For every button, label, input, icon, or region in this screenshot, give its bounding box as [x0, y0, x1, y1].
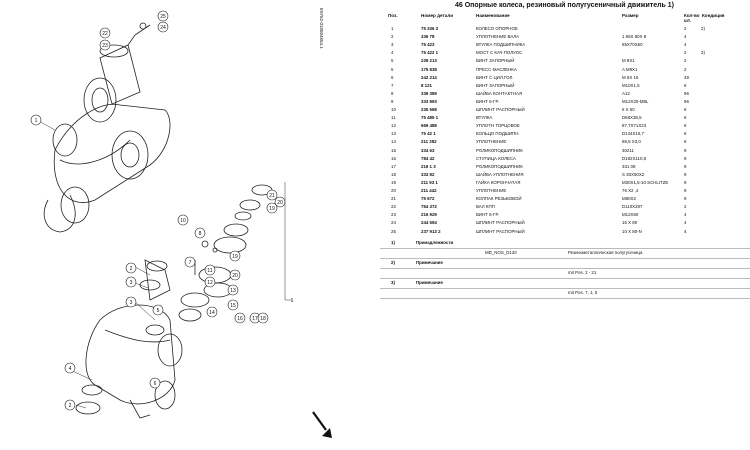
table-row [380, 34, 750, 41]
row-pos: 21 [391, 196, 396, 202]
row-pos: 5 [391, 66, 394, 72]
row-part-number: 333 893 [421, 98, 437, 104]
row-part-number: 8 121 [421, 82, 432, 88]
callout-3b: 3 [129, 300, 133, 306]
note-code: MD_NOS_D120 [485, 250, 517, 255]
row-name: ВИНТ ЗАПОРНЫЙ [476, 82, 515, 88]
row-qty: 8 [684, 163, 687, 169]
callout-6: 6 [153, 381, 157, 387]
row-part-number: 669 488 [421, 123, 437, 129]
row-part-number: 75 422 1 [421, 50, 439, 56]
callout-25: 25 [160, 14, 166, 20]
callout-14: 14 [209, 310, 215, 316]
row-name: ВТУЛКА [476, 115, 493, 121]
row-name: ВИНТ 6-ГР. [476, 212, 499, 218]
row-name: УПЛОТНЕНИЕ ВАЛА [476, 34, 520, 40]
row-name: ШАЙБА КОНТАКТНАЯ [476, 90, 523, 96]
row-part-number: 339 389 [421, 90, 437, 96]
row-name: СТУПИЦА КОЛЕСА [476, 155, 516, 161]
row-pos: 14 [391, 139, 396, 145]
table-row [380, 75, 750, 82]
table-row [380, 196, 750, 203]
row-qty: 2 [684, 66, 687, 72]
row-size: M12X60 [622, 212, 639, 218]
note-title: Примечание [416, 280, 443, 285]
row-name: КОЛЬЦО ПОДШИПН. [476, 131, 520, 137]
row-name: ГАЙКА КОРОНЧАТАЯ [476, 179, 521, 185]
table-row [380, 42, 750, 49]
row-part-number: 333 82 [421, 171, 435, 177]
direction-arrow-icon [313, 412, 332, 438]
table-row [380, 83, 750, 90]
row-pos: 16 [391, 155, 396, 161]
table-row [380, 50, 750, 57]
row-part-number: 75 485 1 [421, 115, 439, 121]
row-name: КОЛЕСО ОПОРНОЕ [476, 26, 518, 31]
note-row [380, 289, 750, 299]
row-pos: 11 [391, 115, 396, 121]
side-drawing-code: E9752-010504654.1 [319, 8, 324, 49]
callout-3: 3 [129, 280, 133, 286]
row-size: 98,5 X3,0 [622, 139, 641, 145]
row-name: РОЛИКОПОДШИПНИК [476, 147, 523, 153]
row-size: D182X110,8 [622, 155, 647, 161]
header-qty: Кол-во шт. [684, 13, 700, 23]
callout-7: 7 [188, 260, 192, 266]
row-size: 16 X 80 [622, 220, 638, 226]
table-row [380, 67, 750, 74]
row-qty: 8 [684, 179, 687, 185]
row-name: УПЛОТНЕНИЕ [476, 139, 507, 145]
row-name: КОЛПАК РЕЗЬБОВОЙ [476, 196, 522, 202]
row-size: M30X1,5-10 SCHLITZE [622, 179, 669, 185]
note-row [380, 239, 750, 249]
row-pos: 25 [391, 228, 396, 234]
row-name: МОСТ С КАЧ ПОЛУОС [476, 50, 523, 56]
row-qty: 8 [684, 107, 687, 112]
callout-24: 24 [160, 25, 166, 31]
row-qty: 8 [684, 188, 687, 193]
row-name: УПЛОТНЕНИЕ [476, 188, 507, 193]
row-size: A M8X1 [622, 66, 638, 72]
row-pos: 6 [391, 74, 394, 80]
callout-13: 13 [230, 288, 236, 294]
row-condition: 2) [701, 26, 705, 31]
callout-22: 22 [102, 31, 108, 37]
row-size: 65X70X60 [622, 42, 643, 48]
table-row [380, 212, 750, 219]
note-row [380, 249, 750, 259]
row-size: 10 X 80-N [622, 228, 642, 234]
row-size: A12 [622, 90, 630, 96]
callout-17: 17 [252, 316, 258, 322]
row-qty: 2 [684, 58, 687, 64]
callout-8: 8 [198, 231, 202, 237]
row-pos: 2 [391, 34, 394, 40]
row-size: M10X1,5 [622, 82, 640, 88]
row-qty: 8 [684, 171, 687, 177]
note-label: 3) [391, 280, 395, 285]
row-qty: 48 [684, 74, 689, 80]
note-label: 2) [391, 260, 395, 265]
row-name: ШПЛИНТ РАСПОРНЫЙ [476, 220, 525, 226]
table-row [380, 180, 750, 187]
row-name: ВТУЛКА ПОДШИПНИКА [476, 42, 526, 48]
row-part-number: 211 93 1 [421, 179, 438, 185]
row-qty: 2 [684, 50, 687, 56]
row-part-number: 75 423 [421, 42, 435, 48]
exploded-drawing [0, 0, 345, 450]
table-row [380, 107, 750, 114]
row-pos: 15 [391, 147, 396, 153]
table-row [380, 115, 750, 122]
row-qty: 4 [684, 34, 687, 40]
row-size: M12X20-M8L [622, 98, 649, 104]
row-qty: 96 [684, 90, 689, 96]
row-pos: 23 [391, 212, 396, 218]
row-pos: 19 [391, 179, 396, 185]
row-part-number: 175 838 [421, 66, 437, 72]
row-part-number: 334 63 [421, 147, 435, 153]
header-name: Наименование [476, 13, 510, 18]
row-qty: 2 [684, 26, 687, 31]
row-name: ВИНТ ЗАПОРНЫЙ [476, 58, 515, 64]
row-size: 1 65X 80X 8 [622, 34, 647, 40]
table-row [380, 220, 750, 227]
row-qty: 8 [684, 82, 687, 88]
callout-21: 21 [269, 193, 275, 199]
row-part-number: 235 568 [421, 107, 437, 112]
note-text: mit Pos. 2 - 21 [568, 270, 597, 275]
callout-15: 15 [230, 303, 236, 309]
note-row [380, 269, 750, 279]
row-pos: 12 [391, 123, 396, 129]
row-pos: 5 [391, 58, 394, 64]
row-part-number: 784 42 [421, 155, 435, 161]
row-qty: 4 [684, 42, 687, 48]
table-row [380, 229, 750, 236]
row-size: 76 X2 ,4 [622, 188, 639, 193]
callout-1: 1 [34, 118, 38, 124]
row-part-number: 216 929 [421, 212, 437, 218]
row-part-number: 211 442 [421, 188, 437, 193]
header-pos: Поз. [388, 13, 398, 18]
parts-list [380, 0, 750, 450]
row-part-number: 75 42 1 [421, 131, 436, 137]
row-pos: 7 [391, 82, 394, 88]
row-part-number: 237 913 2 [421, 228, 441, 234]
callout-4: 4 [68, 366, 72, 372]
row-qty: 96 [684, 98, 689, 104]
row-name: ВИНТ 6-ГР. [476, 98, 499, 104]
row-pos: 3 [391, 42, 394, 48]
row-name: ВИНТ С ЦИЛ.ГОЛ. [476, 74, 514, 80]
table-row [380, 148, 750, 155]
row-pos: 13 [391, 131, 396, 137]
callout-10: 10 [180, 218, 186, 224]
table-row [380, 172, 750, 179]
note-text: mit Pos. 7, 1, 5 [568, 290, 598, 295]
table-row [380, 164, 750, 171]
table-row [380, 139, 750, 146]
row-name: УПЛОТН ТОРЦОВОЕ [476, 123, 520, 129]
table-row [380, 123, 750, 130]
row-pos: 4 [391, 50, 394, 56]
table-row [380, 131, 750, 138]
row-qty: 8 [684, 115, 687, 121]
row-name: ШАЙБА УПЛОТНЕНИЯ [476, 171, 524, 177]
row-pos: 10 [391, 107, 396, 112]
note-title: Примечание [416, 260, 443, 265]
row-name: ПРЕСС-МАСЛЕНКА [476, 66, 517, 72]
row-size: 30211 [622, 147, 634, 153]
row-size: M 8X1 [622, 58, 635, 64]
row-name: РОЛИКОПОДШИПНИК [476, 163, 523, 169]
row-pos: 9 [391, 98, 394, 104]
note-row [380, 279, 750, 289]
row-size: 6 X 50 [622, 107, 635, 112]
row-qty: 4 [684, 220, 687, 226]
row-qty: 2 [684, 204, 687, 210]
row-pos: 1 [391, 26, 394, 31]
row-pos: 17 [391, 163, 396, 169]
callout-5: 5 [156, 308, 160, 314]
header-condition: Кондиция [702, 13, 725, 18]
row-part-number: 75 336 3 [421, 26, 439, 31]
table-row [380, 188, 750, 195]
row-qty: 8 [684, 139, 687, 145]
header-part-no: Номер детали [421, 13, 454, 18]
row-part-number: 216 1 3 [421, 163, 436, 169]
row-pos: 18 [391, 171, 396, 177]
row-part-number: 764 372 [421, 204, 437, 210]
row-size: 331 08 [622, 163, 636, 169]
table-row [380, 58, 750, 65]
row-size: M80X2 [622, 196, 636, 202]
row-size: D134X16,7 [622, 131, 644, 137]
callout-20: 20 [232, 273, 238, 279]
row-part-number: 336 78 [421, 34, 435, 40]
callout-1b: 1 [290, 298, 294, 304]
row-qty: 8 [684, 123, 687, 129]
callout-2: 2 [129, 266, 133, 272]
row-part-number: 242 214 [421, 74, 437, 80]
row-qty: 8 [684, 155, 687, 161]
table-row [380, 91, 750, 98]
table-row [380, 204, 750, 211]
callout-18: 18 [260, 316, 266, 322]
row-pos: 22 [391, 204, 396, 210]
callout-2b: 2 [68, 403, 72, 409]
callout-23: 23 [102, 43, 108, 49]
row-size: D110X287 [622, 204, 643, 210]
note-label: 1) [391, 240, 395, 245]
header-size: Размер [622, 13, 639, 18]
row-size: 87,7X71X23 [622, 123, 647, 129]
callout-16: 16 [237, 316, 243, 322]
callout-19b: 19 [269, 206, 275, 212]
row-qty: 8 [684, 131, 687, 137]
row-part-number: 239 213 [421, 58, 437, 64]
row-part-number: 211 352 [421, 139, 437, 145]
callout-20b: 20 [277, 200, 283, 206]
table-row [380, 156, 750, 163]
page-title: 46 Опорные колеса, резиновый полугусеничный движитель 1) [455, 2, 675, 9]
row-qty: 8 [684, 196, 687, 202]
row-name: ШПЛИНТ РАСПОРНЫЙ [476, 228, 525, 234]
notes-block [380, 239, 750, 299]
row-part-number: 244 594 [421, 220, 437, 226]
row-condition: 3) [701, 50, 705, 56]
row-pos: 24 [391, 220, 396, 226]
note-row [380, 259, 750, 269]
row-pos: 8 [391, 90, 394, 96]
row-part-number: 75 672 [421, 196, 435, 202]
table-row [380, 99, 750, 106]
note-title: Принадлежности [416, 240, 454, 245]
callout-12: 12 [207, 280, 213, 286]
row-qty: 8 [684, 147, 687, 153]
note-text: Резинометаллическая полугусеница [568, 250, 643, 255]
callout-19: 19 [232, 254, 238, 260]
row-size: D68X38,5 [622, 115, 642, 121]
row-pos: 20 [391, 188, 396, 193]
row-size: M 6X 16 [622, 74, 639, 80]
row-name: ВАЛ КПП [476, 204, 495, 210]
row-name: ШПЛИНТ РАСПОРНЫЙ [476, 107, 525, 112]
row-size: S 30X50X2 [622, 171, 645, 177]
row-qty: 4 [684, 228, 687, 234]
row-qty: 4 [684, 212, 687, 218]
callout-11: 11 [207, 268, 213, 274]
table-row [380, 26, 750, 33]
